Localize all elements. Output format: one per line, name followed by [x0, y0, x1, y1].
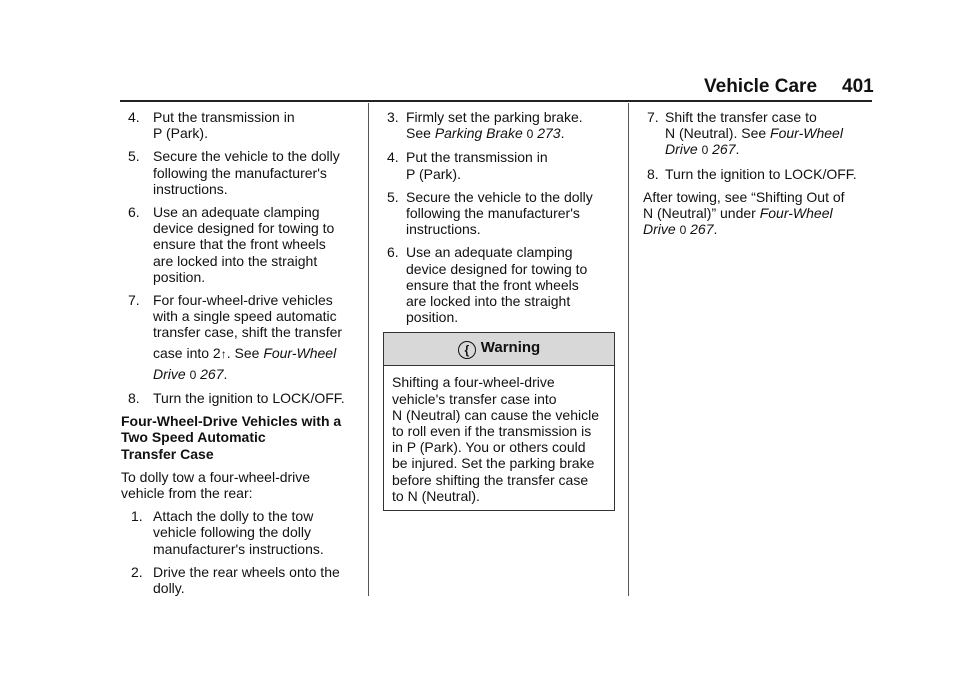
list-number: 6.: [387, 244, 399, 261]
section-title: Vehicle Care: [704, 76, 818, 97]
list-number: 2.: [131, 563, 143, 580]
warning-header: [384, 333, 614, 366]
page-reference[interactable]: 267: [712, 141, 736, 158]
list-item: 8. Turn the ignition to LOCK/OFF.: [128, 390, 345, 407]
list-number: 8.: [647, 165, 659, 182]
list-number: 6.: [128, 204, 140, 221]
warning-icon: {: [458, 341, 476, 359]
cross-reference-link[interactable]: Four-Wheel: [263, 344, 337, 361]
list-number: 3.: [387, 109, 399, 125]
list-item: 3. Firmly set the parking brake. See Parking Brake 0 273.: [387, 109, 583, 142]
cross-reference-link[interactable]: Drive: [665, 141, 698, 158]
warning-box: [383, 332, 615, 511]
cross-reference-link[interactable]: Parking Brake: [434, 125, 523, 142]
cross-reference-link[interactable]: Drive: [643, 221, 676, 238]
list-item: 5. Secure the vehicle to the dolly following the manufacturer's instructions.: [128, 148, 340, 197]
page-reference[interactable]: 267: [690, 221, 714, 238]
header-rule: [120, 100, 872, 102]
list-item: 8. Turn the ignition to LOCK/OFF.: [647, 165, 857, 182]
page-reference[interactable]: 267: [200, 365, 224, 382]
subheading: Four-Wheel-Drive Vehicles with a Two Speed Automatic Transfer Case: [121, 413, 342, 462]
list-number: 8.: [128, 390, 140, 407]
page-reference-icon: 0: [701, 143, 709, 158]
page-reference-icon: 0: [189, 367, 197, 382]
list-item: 1. Attach the dolly to the tow vehicle following the dolly manufacturer's instructions.: [131, 508, 324, 557]
list-item: 7. For four-wheel-drive vehicles with a single speed automatic transfer case, shift the transfer case into 2↑. See Four-Wheel Drive 0 267.: [128, 292, 343, 382]
list-item: 5. Secure the vehicle to the dolly following the manufacturer's instructions.: [387, 188, 593, 238]
list-number: 7.: [647, 109, 659, 125]
list-item: 7. Shift the transfer case to N (Neutral). See Four-Wheel Drive 0 267.: [647, 109, 843, 158]
page-reference-icon: 0: [679, 223, 687, 238]
list-number: 1.: [131, 508, 143, 525]
page-reference-icon: 0: [526, 127, 534, 142]
cross-reference-link[interactable]: Four-Wheel: [759, 205, 833, 222]
list-item: 4. Put the transmission in P (Park).: [387, 149, 548, 182]
list-number: 5.: [387, 188, 399, 205]
column-1: [121, 109, 361, 603]
shift-up-arrow-icon: ↑: [220, 346, 227, 361]
cross-reference-link[interactable]: Drive: [153, 365, 186, 382]
column-divider-1: [368, 103, 369, 596]
list-item: 6. Use an adequate clamping device designed for towing to ensure that the front wheels are locked into the straight position.: [387, 244, 588, 326]
list-number: 5.: [128, 148, 140, 165]
column-divider-2: [628, 103, 629, 596]
list-number: 4.: [128, 109, 140, 125]
paragraph: After towing, see “Shifting Out of N (Neutral)” under Four-Wheel Drive 0 267.: [643, 188, 845, 238]
list-item: 2. Drive the rear wheels onto the dolly.: [131, 563, 340, 597]
column-2: [383, 109, 615, 518]
list-number: 7.: [128, 292, 140, 309]
page-reference[interactable]: 273: [537, 125, 561, 142]
list-item: 4. Put the transmission in P (Park).: [128, 109, 295, 142]
cross-reference-link[interactable]: Four-Wheel: [770, 125, 843, 142]
list-number: 4.: [387, 149, 399, 166]
warning-title: Warning: [480, 339, 541, 357]
column-3: [643, 109, 875, 245]
warning-body: Shifting a four-wheel-drive vehicle's transfer case into N (Neutral) can cause the vehicle to roll even if the transmission is in P (Park). You or others could be injured. Set the parking brake before shifting the transfer case to N (Neutral).: [392, 374, 599, 504]
page-number: 401: [842, 76, 874, 97]
paragraph: To dolly tow a four-wheel-drive vehicle from the rear:: [121, 468, 311, 502]
list-item: 6. Use an adequate clamping device designed for towing to ensure that the front wheels are locked into the straight position.: [128, 204, 335, 285]
